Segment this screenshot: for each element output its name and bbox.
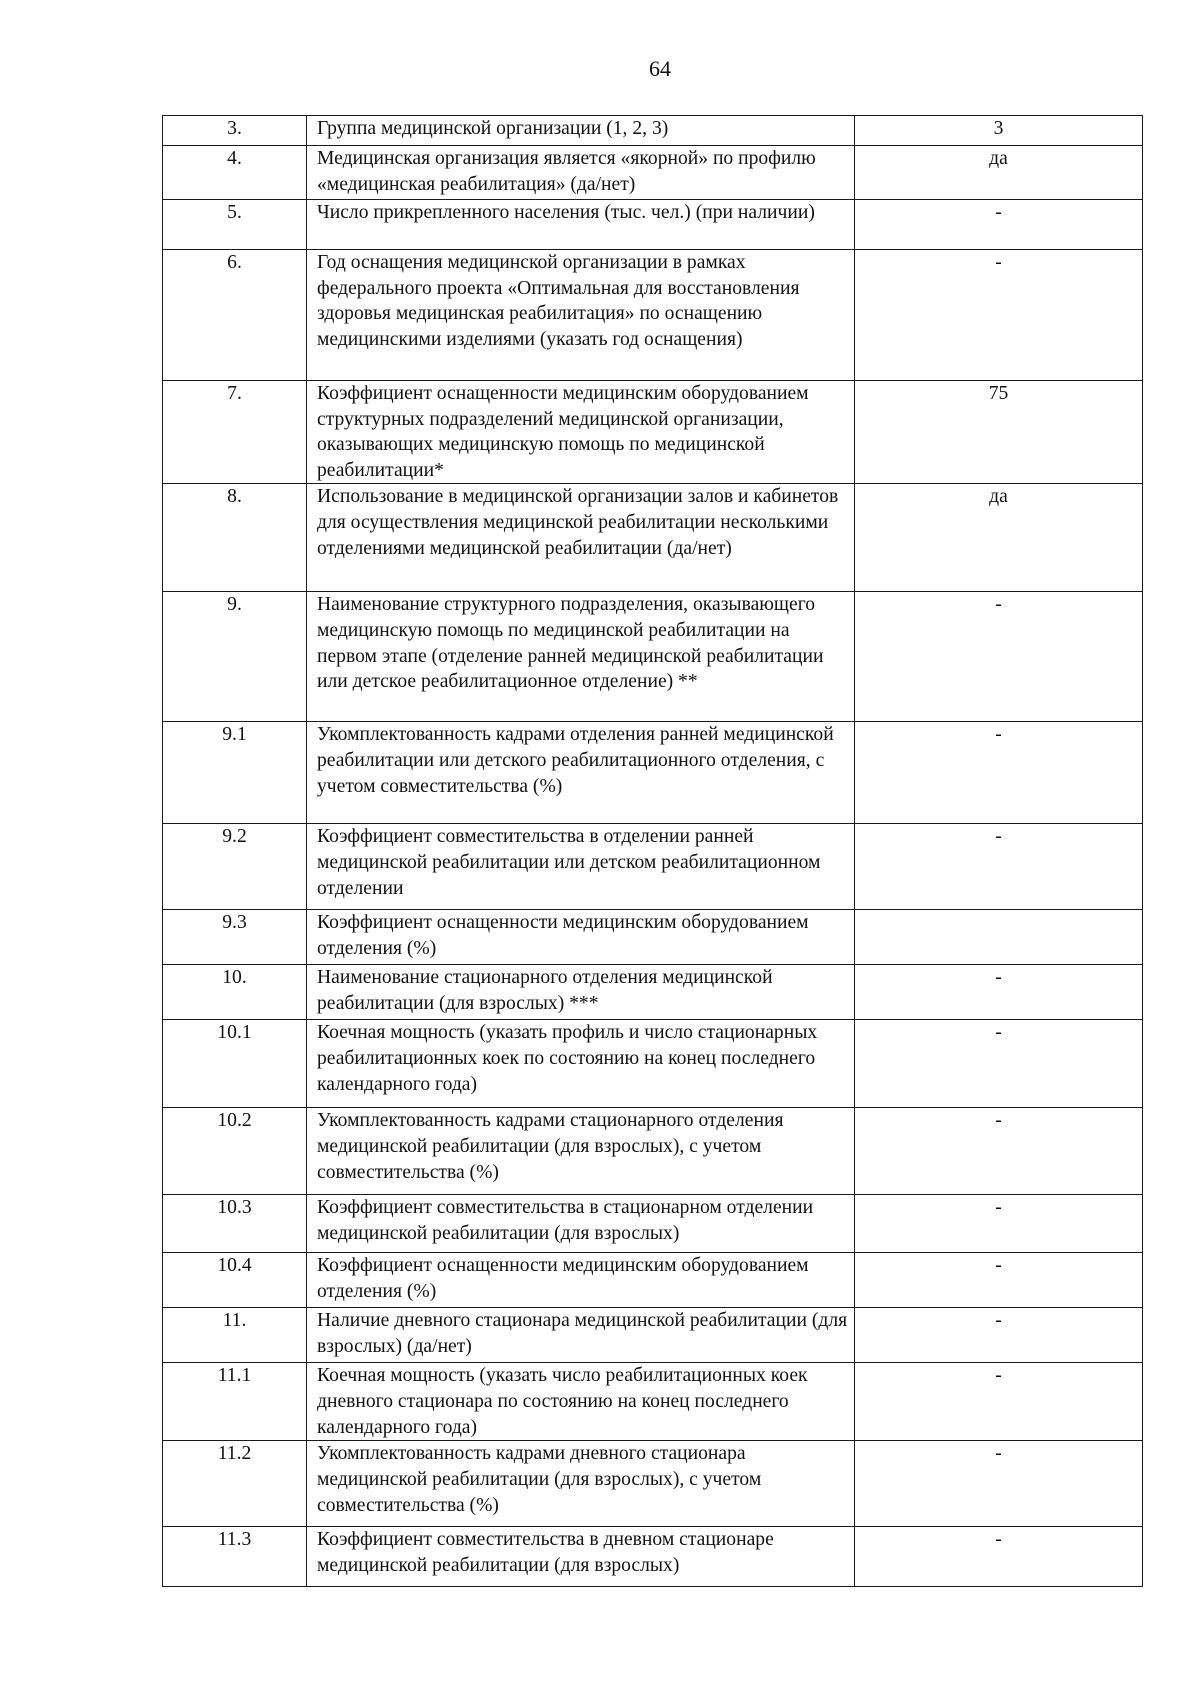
parameter-text: Коэффициент оснащенности медицинским оборудованием отделения (%): [307, 1253, 855, 1308]
row-number: 8.: [163, 484, 307, 592]
row-number: 7.: [163, 381, 307, 484]
page-number: 64: [649, 56, 671, 81]
parameter-text: Укомплектованность кадрами стационарного отделения медицинской реабилитации (для взрослых), с учетом совместительства (%): [307, 1108, 855, 1195]
parameter-value: да: [855, 146, 1143, 200]
parameter-value: 3: [855, 116, 1143, 146]
parameter-text: Число прикрепленного населения (тыс. чел.) (при наличии): [307, 200, 855, 250]
parameter-value: -: [855, 1441, 1143, 1527]
parameter-text: Коэффициент совместительства в дневном стационаре медицинской реабилитации (для взрослых): [307, 1527, 855, 1587]
row-number: 9.1: [163, 722, 307, 824]
table-row: [163, 116, 1143, 146]
parameter-text: Коэффициент совместительства в стационарном отделении медицинской реабилитации (для взрослых): [307, 1195, 855, 1253]
parameter-text: Укомплектованность кадрами отделения ранней медицинской реабилитации или детского реабилитационного отделения, с учетом совместительства (%): [307, 722, 855, 824]
parameter-text: Использование в медицинской организации залов и кабинетов для осуществления медицинской реабилитации несколькими отделениями медицинской реабилитации (да/нет): [307, 484, 855, 592]
parameter-value: -: [855, 1363, 1143, 1441]
row-number: 10.2: [163, 1108, 307, 1195]
table-row: [163, 1308, 1143, 1363]
table-row: [163, 1108, 1143, 1195]
parameter-value: -: [855, 592, 1143, 722]
row-number: 9.2: [163, 824, 307, 910]
row-number: 10.1: [163, 1020, 307, 1108]
parameter-text: Коэффициент оснащенности медицинским оборудованием отделения (%): [307, 910, 855, 965]
parameter-text: Группа медицинской организации (1, 2, 3): [307, 116, 855, 146]
parameter-text: Год оснащения медицинской организации в рамках федерального проекта «Оптимальная для восстановления здоровья медицинская реабилитация» по оснащению медицинскими изделиями (указать год оснащения): [307, 250, 855, 381]
table-row: [163, 146, 1143, 200]
table-row: [163, 965, 1143, 1020]
row-number: 5.: [163, 200, 307, 250]
parameter-value: [855, 910, 1143, 965]
row-number: 11.3: [163, 1527, 307, 1587]
parameter-text: Наличие дневного стационара медицинской реабилитации (для взрослых) (да/нет): [307, 1308, 855, 1363]
table-row: [163, 910, 1143, 965]
row-number: 11.2: [163, 1441, 307, 1527]
parameter-value: -: [855, 722, 1143, 824]
row-number: 11.: [163, 1308, 307, 1363]
parameter-value: -: [855, 1308, 1143, 1363]
table-row: [163, 1195, 1143, 1253]
table-row: [163, 484, 1143, 592]
row-number: 10.: [163, 965, 307, 1020]
table-row: [163, 381, 1143, 484]
row-number: 11.1: [163, 1363, 307, 1441]
parameter-value: -: [855, 1253, 1143, 1308]
row-number: 10.4: [163, 1253, 307, 1308]
table-row: [163, 1441, 1143, 1527]
table-row: [163, 1363, 1143, 1441]
parameter-value: -: [855, 1195, 1143, 1253]
row-number: 3.: [163, 116, 307, 146]
parameter-value: -: [855, 200, 1143, 250]
parameter-text: Медицинская организация является «якорной» по профилю «медицинская реабилитация» (да/нет): [307, 146, 855, 200]
table-row: [163, 1020, 1143, 1108]
row-number: 9.: [163, 592, 307, 722]
parameter-value: -: [855, 1108, 1143, 1195]
parameter-value: -: [855, 1527, 1143, 1587]
parameter-text: Коэффициент совместительства в отделении ранней медицинской реабилитации или детском реабилитационном отделении: [307, 824, 855, 910]
parameter-text: Коэффициент оснащенности медицинским оборудованием структурных подразделений медицинской организации, оказывающих медицинскую помощь по медицинской реабилитации*: [307, 381, 855, 484]
parameter-value: -: [855, 250, 1143, 381]
table-row: [163, 200, 1143, 250]
parameters-table: [162, 115, 1143, 1587]
parameter-value: -: [855, 965, 1143, 1020]
row-number: 4.: [163, 146, 307, 200]
parameter-value: да: [855, 484, 1143, 592]
parameter-value: 75: [855, 381, 1143, 484]
table-row: [163, 592, 1143, 722]
parameter-text: Наименование структурного подразделения, оказывающего медицинскую помощь по медицинской реабилитации на первом этапе (отделение ранней медицинской реабилитации или детское реабилитационное отделение) **: [307, 592, 855, 722]
parameter-text: Наименование стационарного отделения медицинской реабилитации (для взрослых) ***: [307, 965, 855, 1020]
parameter-text: Укомплектованность кадрами дневного стационара медицинской реабилитации (для взрослых), с учетом совместительства (%): [307, 1441, 855, 1527]
row-number: 9.3: [163, 910, 307, 965]
table-row: [163, 250, 1143, 381]
table-row: [163, 824, 1143, 910]
row-number: 6.: [163, 250, 307, 381]
table-row: [163, 1527, 1143, 1587]
table-row: [163, 1253, 1143, 1308]
table-row: [163, 722, 1143, 824]
parameter-text: Коечная мощность (указать число реабилитационных коек дневного стационара по состоянию на конец последнего календарного года): [307, 1363, 855, 1441]
parameter-text: Коечная мощность (указать профиль и число стационарных реабилитационных коек по состоянию на конец последнего календарного года): [307, 1020, 855, 1108]
parameter-value: -: [855, 1020, 1143, 1108]
parameter-value: -: [855, 824, 1143, 910]
row-number: 10.3: [163, 1195, 307, 1253]
